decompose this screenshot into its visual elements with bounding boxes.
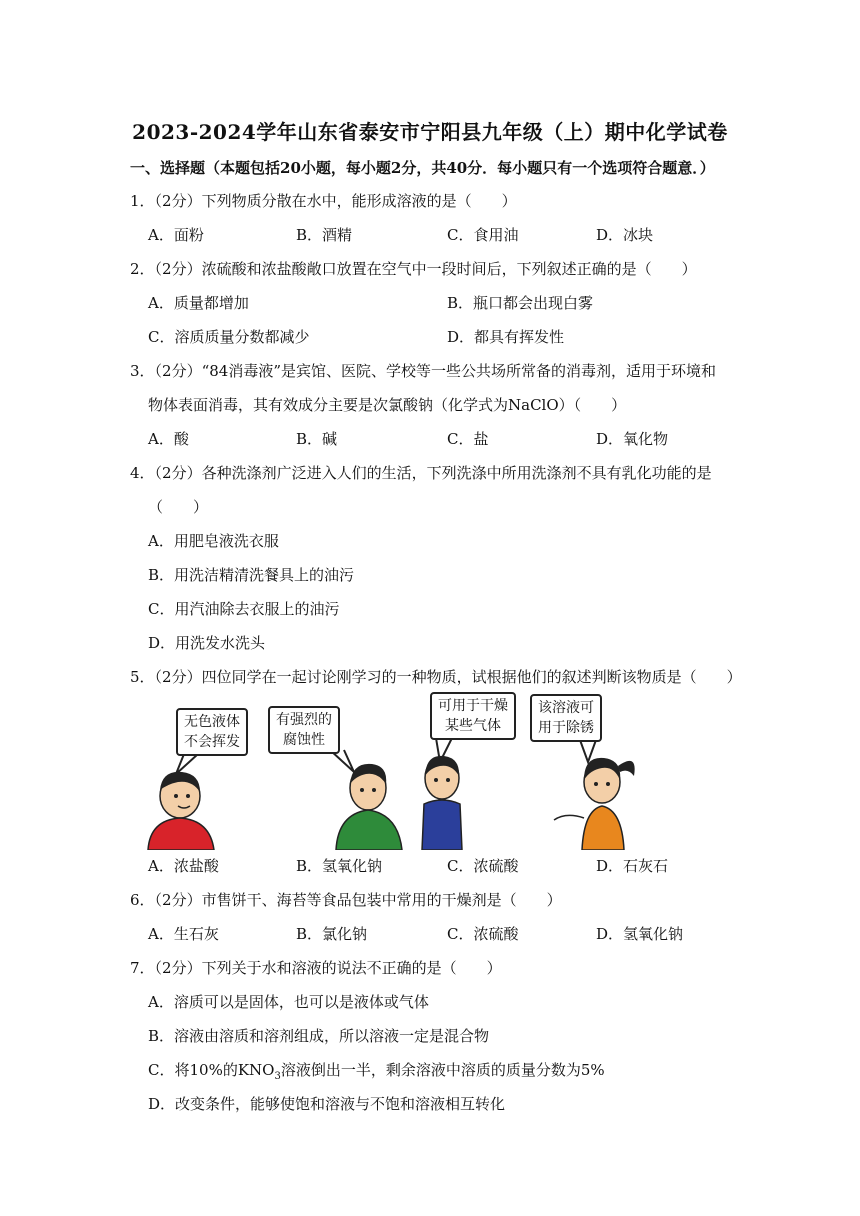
question-4-stem-line2: （ ）	[148, 498, 209, 516]
question-7-option-c-post: 溶液倒出一半，剩余溶液中溶质的质量分数为5%	[280, 1061, 605, 1079]
question-5-option-c: C．浓硫酸	[447, 857, 519, 875]
speech-bubble-4	[530, 694, 602, 742]
question-1-option-b: B．酒精	[296, 226, 353, 244]
question-7-option-b: B．溶液由溶质和溶剂组成，所以溶液一定是混合物	[148, 1027, 490, 1045]
question-7-option-d: D．改变条件，能够使饱和溶液与不饱和溶液相互转化	[148, 1095, 506, 1113]
bubble-tail-1	[176, 754, 198, 774]
student-3	[422, 756, 462, 850]
student-1	[148, 772, 214, 850]
question-6-option-d: D．氢氧化钠	[596, 925, 684, 943]
question-3-stem-line1: 3．（2分）“84消毒液”是宾馆、医院、学校等一些公共场所常备的消毒剂，适用于环境和	[130, 362, 717, 380]
question-2-stem: 2．（2分）浓硫酸和浓盐酸敞口放置在空气中一段时间后，下列叙述正确的是（ ）	[130, 260, 697, 278]
bubble-2-line1: 有强烈的	[276, 712, 332, 728]
question-3-option-a: A．酸	[148, 430, 189, 448]
question-2-option-d: D．都具有挥发性	[447, 328, 565, 346]
section-heading: 一、选择题（本题包括20小题，每小题2分，共40分．每小题只有一个选项符合题意．）	[130, 159, 715, 177]
exam-title: 2023-2024学年山东省泰安市宁阳县九年级（上）期中化学试卷	[132, 120, 728, 144]
question-7-stem: 7．（2分）下列关于水和溶液的说法不正确的是（ ）	[130, 959, 502, 977]
student-2	[336, 764, 402, 850]
question-3-option-d: D．氧化物	[596, 430, 669, 448]
bubble-4-line1: 该溶液可	[538, 700, 594, 716]
question-7-option-a: A．溶质可以是固体，也可以是液体或气体	[148, 993, 429, 1011]
speech-bubble-1	[176, 708, 248, 756]
bubble-3-line2: 某些气体	[445, 718, 501, 734]
bubble-3-line1: 可用于干燥	[438, 698, 508, 714]
bubble-1-line2: 不会挥发	[184, 734, 240, 750]
question-5-option-a: A．浓盐酸	[148, 857, 219, 875]
question-6-option-a: A．生石灰	[148, 925, 219, 943]
question-7-option-c-pre: C．将10%的KNO	[148, 1061, 275, 1079]
bubble-tail-4	[580, 740, 596, 762]
bubble-1-line1: 无色液体	[184, 714, 240, 730]
question-6-option-b: B．氯化钠	[296, 925, 368, 943]
question-6-stem: 6．（2分）市售饼干、海苔等食品包装中常用的干燥剂是（ ）	[130, 891, 562, 909]
student-4	[554, 758, 635, 850]
question-3-stem-line2: 物体表面消毒，其有效成分主要是次氯酸钠（化学式为NaClO）（ ）	[148, 396, 627, 414]
speech-bubble-2	[268, 706, 340, 754]
question-7-option-c-sub: 3	[274, 1071, 281, 1082]
question-1-stem: 1．（2分）下列物质分散在水中，能形成溶液的是（ ）	[130, 192, 517, 210]
question-5-option-d: D．石灰石	[596, 857, 669, 875]
question-3-option-c: C．盐	[447, 430, 489, 448]
bubble-2-line2: 腐蚀性	[283, 732, 325, 748]
question-4-option-d: D．用洗发水洗头	[148, 634, 266, 652]
question-2-option-b: B．瓶口都会出现白雾	[447, 294, 594, 312]
question-6-option-c: C．浓硫酸	[447, 925, 519, 943]
question-4-option-b: B．用洗洁精清洗餐具上的油污	[148, 566, 355, 584]
question-4-option-a: A．用肥皂液洗衣服	[148, 532, 279, 550]
question-4-option-c: C．用汽油除去衣服上的油污	[148, 600, 340, 618]
question-1-option-a: A．面粉	[148, 226, 204, 244]
question-1-option-d: D．冰块	[596, 226, 654, 244]
bubble-4-line2: 用于除锈	[538, 720, 594, 736]
question-1-option-c: C．食用油	[447, 226, 519, 244]
question-3-option-b: B．碱	[296, 430, 338, 448]
speech-bubble-3	[430, 692, 516, 740]
question-7-option-c	[148, 1059, 605, 1082]
question-5-option-b: B．氢氧化钠	[296, 857, 383, 875]
question-2-option-a: A．质量都增加	[148, 294, 249, 312]
question-4-stem-line1: 4．（2分）各种洗涤剂广泛进入人们的生活，下列洗涤中所用洗涤剂不具有乳化功能的是	[130, 464, 712, 482]
question-2-option-c: C．溶质质量分数都减少	[148, 328, 310, 346]
question-5-stem: 5．（2分）四位同学在一起讨论刚学习的一种物质，试根据他们的叙述判断该物质是（ ）	[130, 668, 742, 686]
